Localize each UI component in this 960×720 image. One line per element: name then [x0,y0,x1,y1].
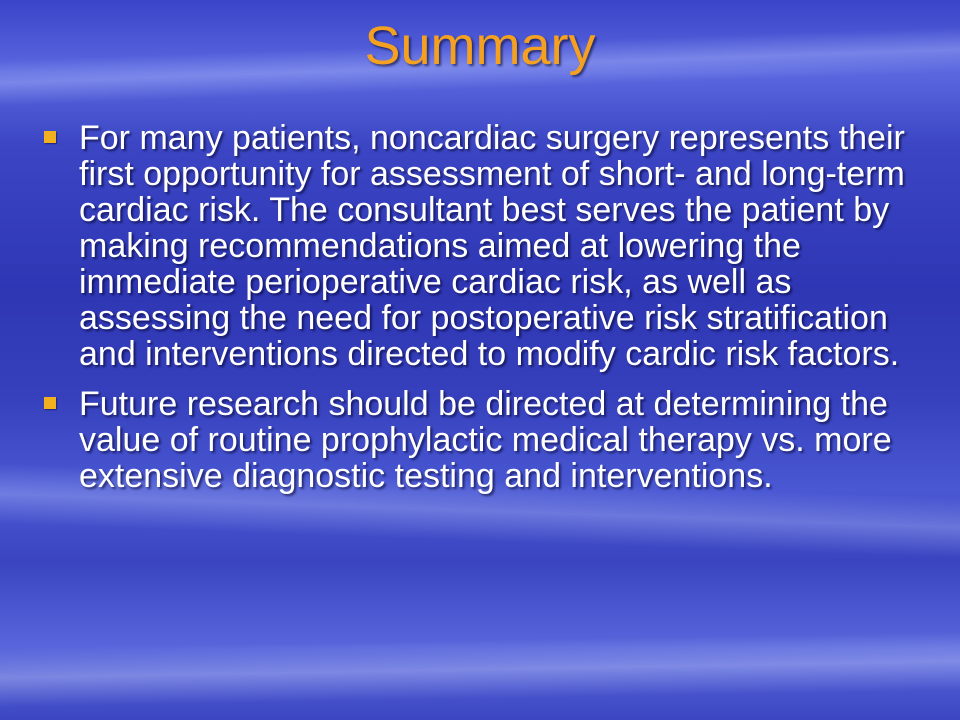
bullet-item [40,386,920,494]
bullet-list [40,120,920,508]
slide-title: Summary [364,16,596,76]
bullet-text: Future research should be directed at determining the value of routine prophylactic medical therapy vs. more extensive diagnostic testing and interventions. [79,385,892,495]
square-bullet-icon [44,131,56,143]
bullet-item [40,120,920,372]
square-bullet-icon [44,397,56,409]
bullet-text: For many patients, noncardiac surgery represents their first opportunity for assessment of short- and long-term cardiac risk. The consultant best serves the patient by making recommendations aimed at lowering the immediate perioperative cardiac risk, as well as assessing the need for postoperative risk stratification and interventions directed to modify cardic risk factors. [79,119,905,373]
